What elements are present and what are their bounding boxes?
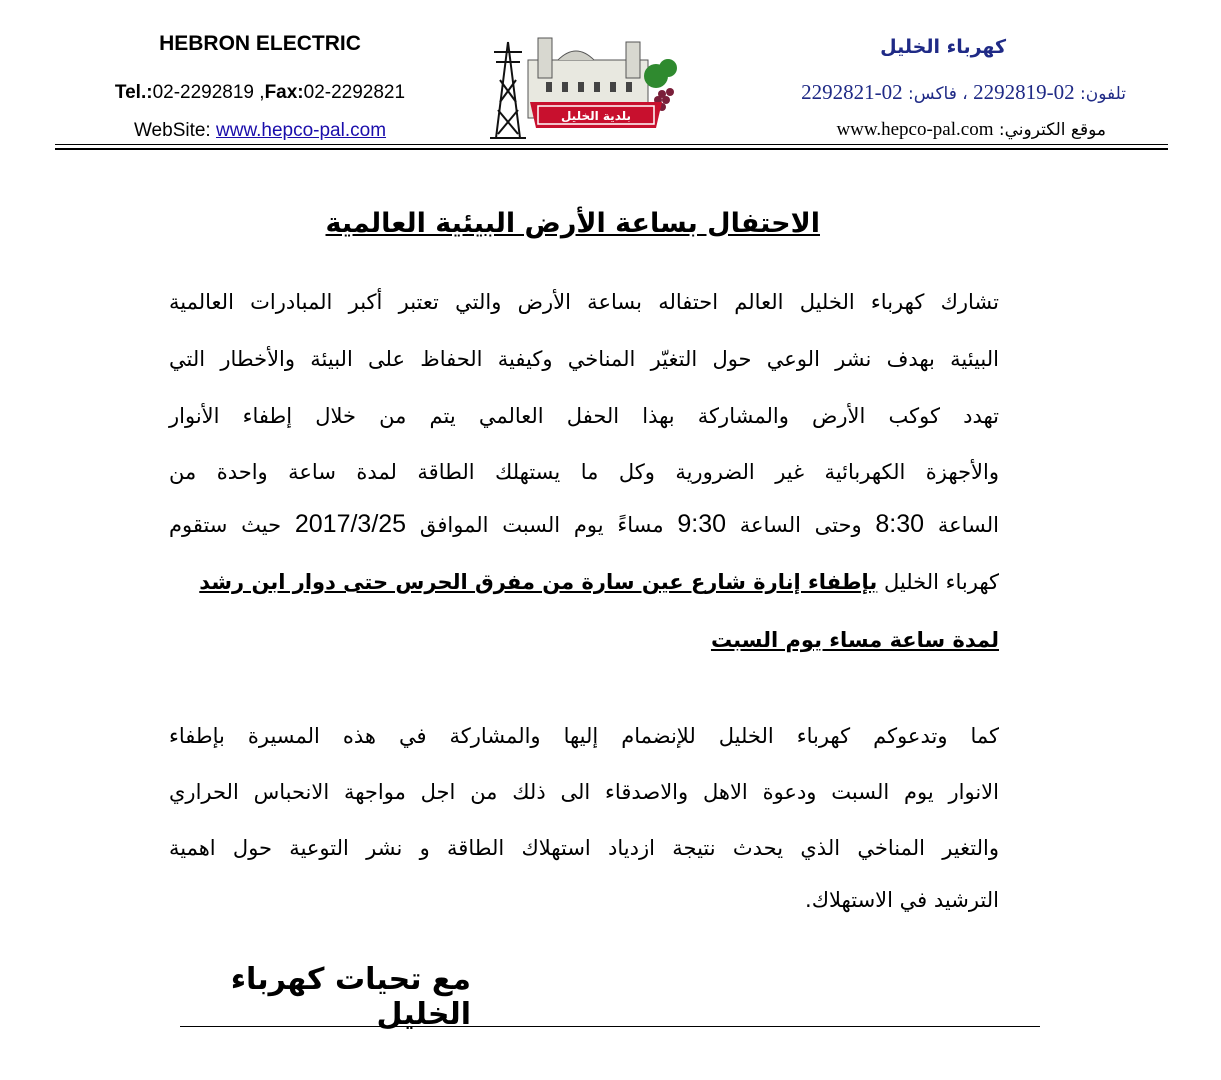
contact-line-ar (746, 80, 1126, 105)
highlighted-duration: لمدة ساعة مساء يوم السبت (710, 628, 999, 652)
website-ar-label: موقع الكتروني: (993, 120, 1106, 140)
end-time: 9:30 (677, 510, 727, 538)
tel-value: 02-2292819 , (152, 82, 265, 103)
event-date: 2017/3/25 (294, 510, 407, 538)
closing-signature: مع تحيات كهرباء الخليل (230, 962, 471, 1032)
municipality-logo (486, 30, 686, 142)
highlighted-action: بإطفاء إنارة شارع عين سارة من مفرق الحرس حتى دوار ابن رشد (199, 570, 878, 594)
phone-ar-label: تلفون: (1074, 84, 1126, 104)
paragraph2-line2: الانوار يوم السبت ودعوة الاهل والاصدقاء الى ذلك من اجل مواجهة الانحباس الحراري (169, 780, 999, 804)
paragraph1-line1: تشارك كهرباء الخليل العالم احتفاله بساعة الأرض والتي تعتبر أكبر المبادرات العالمية (169, 290, 999, 314)
paragraph1-line5: الساعة 8:30 وحتى الساعة 9:30 مساءً يوم السبت الموافق 2017/3/25 حيث ستقوم (169, 510, 999, 538)
fax-label: Fax: (264, 82, 304, 103)
logo-text: بلدية الخليل (560, 109, 632, 123)
paragraph1-line7 (169, 628, 999, 652)
header-divider-thin (55, 144, 1168, 145)
header-divider-thick (55, 148, 1168, 150)
paragraph1-line2: البيئية بهدف نشر الوعي حول التغيّر المناخي وكيفية الحفاظ على البيئة والأخطار التي (169, 347, 999, 371)
document-title: الاحتفال بساعة الأرض البيئية العالمية (325, 208, 820, 239)
website-line-en (60, 120, 460, 142)
paragraph1-line3: تهدد كوكب الأرض والمشاركة بهذا الحفل العالمي يتم من خلال إطفاء الأنوار (169, 404, 999, 428)
phone-ar-value: 02-2292819 (973, 80, 1075, 104)
header-arabic (746, 36, 1126, 141)
paragraph1-line4: والأجهزة الكهربائية غير الضرورية وكل ما يستهلك الطاقة لمدة ساعة واحدة من (169, 460, 999, 484)
website-ar-value: www.hepco-pal.com (836, 119, 994, 140)
fax-value: 02-2292821 (303, 82, 406, 103)
paragraph1-line6: كهرباء الخليل بإطفاء إنارة شارع عين سارة من مفرق الحرس حتى دوار ابن رشد (199, 570, 999, 594)
paragraph2-line4: الترشيد في الاستهلاك. (805, 888, 999, 912)
paragraph2-line3: والتغير المناخي الذي يحدث نتيجة ازدياد استهلاك الطاقة و نشر التوعية حول اهمية (169, 836, 999, 860)
company-name-en: HEBRON ELECTRIC (159, 32, 361, 55)
start-time: 8:30 (875, 510, 925, 538)
website-label: WebSite: (133, 120, 216, 141)
footer-divider (180, 1026, 1040, 1027)
company-name-ar: كهرباء الخليل (880, 36, 1006, 58)
tel-label: Tel.: (114, 82, 153, 103)
header-english (60, 28, 460, 142)
fax-ar-value: 02-2292821 (801, 80, 903, 104)
contact-line-en (60, 82, 460, 104)
fax-ar-label: ، فاكس: (902, 84, 974, 104)
website-link[interactable]: www.hepco-pal.com (216, 120, 387, 141)
paragraph2-line1: كما وتدعوكم كهرباء الخليل للإنضمام إليها والمشاركة في هذه المسيرة بإطفاء (169, 724, 999, 748)
website-line-ar (746, 119, 1106, 141)
